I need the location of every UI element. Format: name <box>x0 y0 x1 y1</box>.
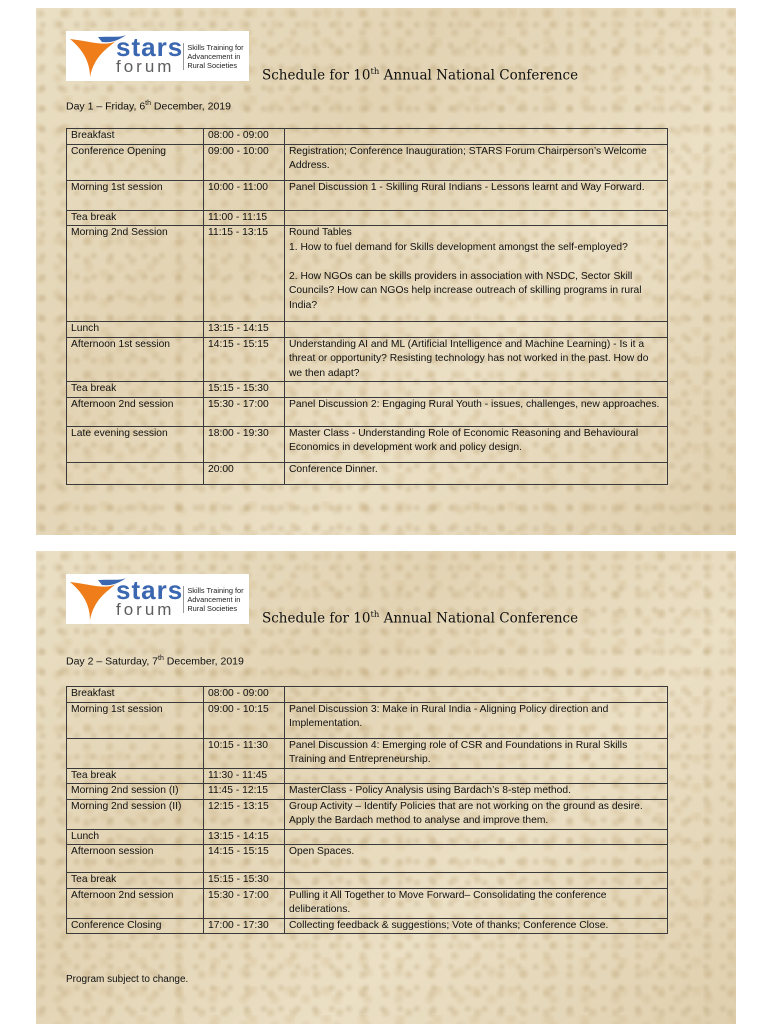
schedule-row <box>67 918 668 934</box>
session-description: Master Class - Understanding Role of Economic Reasoning and Behavioural Economics in development work and policy design. <box>285 426 668 462</box>
session-time: 14:15 - 15:15 <box>204 845 285 873</box>
session-name: Lunch <box>67 322 204 338</box>
session-time: 18:00 - 19:30 <box>204 426 285 462</box>
schedule-row <box>67 829 668 845</box>
session-name: Breakfast <box>67 129 204 145</box>
session-time: 10:00 - 11:00 <box>204 180 285 210</box>
session-description <box>285 768 668 784</box>
session-description: Round Tables 1. How to fuel demand for Skills development amongst the self-employed? 2. How NGOs can be skills providers in association with NSDC, Sector Skill Councils? How can NGOs help increase outreach of skilling programs in rural India? <box>285 226 668 322</box>
session-description: Panel Discussion 3: Make in Rural India - Aligning Policy direction and Implementation. <box>285 702 668 738</box>
session-description: Pulling it All Together to Move Forward– Consolidating the conference deliberations. <box>285 888 668 918</box>
session-time: 09:00 - 10:15 <box>204 702 285 738</box>
session-description <box>285 322 668 338</box>
session-time: 15:15 - 15:30 <box>204 873 285 889</box>
session-time: 12:15 - 13:15 <box>204 799 285 829</box>
session-name: Afternoon session <box>67 845 204 873</box>
session-name: Afternoon 2nd session <box>67 888 204 918</box>
logo-tagline: Skills Training for Advancement in Rural Societies <box>183 43 249 70</box>
schedule-row <box>67 226 668 322</box>
schedule-row <box>67 129 668 145</box>
session-name: Late evening session <box>67 426 204 462</box>
schedule-row <box>67 210 668 226</box>
session-name: Conference Opening <box>67 144 204 180</box>
session-name <box>67 738 204 768</box>
session-name: Morning 2nd session (II) <box>67 799 204 829</box>
stars-forum-logo <box>66 574 249 624</box>
schedule-row <box>67 888 668 918</box>
session-name: Tea break <box>67 873 204 889</box>
day-heading: Day 2 – Saturday, 7th December, 2019 <box>66 655 244 668</box>
schedule-row <box>67 144 668 180</box>
session-time: 09:00 - 10:00 <box>204 144 285 180</box>
session-time: 08:00 - 09:00 <box>204 687 285 703</box>
session-name: Afternoon 1st session <box>67 337 204 382</box>
session-time: 11:00 - 11:15 <box>204 210 285 226</box>
logo-word-stars: stars <box>116 575 184 605</box>
schedule-row <box>67 397 668 426</box>
session-name: Tea break <box>67 382 204 398</box>
session-description: Group Activity – Identify Policies that are not working on the ground as desire. Apply the Bardach method to analyse and improve them. <box>285 799 668 829</box>
schedule-row <box>67 462 668 484</box>
session-description: Panel Discussion 4: Emerging role of CSR and Foundations in Rural Skills Training and Entrepreneurship. <box>285 738 668 768</box>
session-description: Panel Discussion 1 - Skilling Rural Indians - Lessons learnt and Way Forward. <box>285 180 668 210</box>
session-time: 10:15 - 11:30 <box>204 738 285 768</box>
logo-word-stars: stars <box>116 32 184 62</box>
session-time: 15:30 - 17:00 <box>204 888 285 918</box>
logo-word-forum: forum <box>116 57 175 76</box>
session-description <box>285 829 668 845</box>
logo-tagline: Skills Training for Advancement in Rural Societies <box>183 586 249 613</box>
session-name: Conference Closing <box>67 918 204 934</box>
session-description: Open Spaces. <box>285 845 668 873</box>
session-name: Lunch <box>67 829 204 845</box>
session-description: MasterClass - Policy Analysis using Bardach’s 8-step method. <box>285 784 668 800</box>
schedule-row <box>67 799 668 829</box>
session-time: 11:30 - 11:45 <box>204 768 285 784</box>
session-description: Understanding AI and ML (Artificial Intelligence and Machine Learning) - Is it a threat or opportunity? Resisting technology has not worked in the past. How do we then adapt? <box>285 337 668 382</box>
session-name: Tea break <box>67 210 204 226</box>
session-name: Morning 2nd session (I) <box>67 784 204 800</box>
footer-note: Program subject to change. <box>66 974 189 985</box>
session-description <box>285 873 668 889</box>
schedule-table-day1 <box>66 128 668 485</box>
schedule-table-day2 <box>66 686 668 934</box>
logo-word-forum: forum <box>116 600 175 619</box>
session-name: Breakfast <box>67 687 204 703</box>
schedule-page-day2 <box>36 551 736 1024</box>
session-time: 13:15 - 14:15 <box>204 322 285 338</box>
session-time: 17:00 - 17:30 <box>204 918 285 934</box>
session-name <box>67 462 204 484</box>
schedule-page-day1 <box>36 8 736 535</box>
schedule-row <box>67 426 668 462</box>
schedule-row <box>67 687 668 703</box>
session-name: Morning 1st session <box>67 702 204 738</box>
session-time: 20:00 <box>204 462 285 484</box>
schedule-row <box>67 180 668 210</box>
schedule-row <box>67 337 668 382</box>
schedule-row <box>67 702 668 738</box>
stars-forum-logo <box>66 31 249 81</box>
schedule-row <box>67 845 668 873</box>
session-time: 11:15 - 13:15 <box>204 226 285 322</box>
session-description <box>285 687 668 703</box>
session-description <box>285 129 668 145</box>
schedule-row <box>67 873 668 889</box>
session-time: 15:30 - 17:00 <box>204 397 285 426</box>
conference-title: Schedule for 10th Annual National Conference <box>262 67 579 84</box>
schedule-row <box>67 322 668 338</box>
session-description <box>285 382 668 398</box>
session-time: 14:15 - 15:15 <box>204 337 285 382</box>
session-name: Afternoon 2nd session <box>67 397 204 426</box>
session-description: Panel Discussion 2: Engaging Rural Youth - issues, challenges, new approaches. <box>285 397 668 426</box>
schedule-row <box>67 784 668 800</box>
session-name: Morning 2nd Session <box>67 226 204 322</box>
day-heading: Day 1 – Friday, 6th December, 2019 <box>66 100 231 113</box>
session-time: 15:15 - 15:30 <box>204 382 285 398</box>
session-name: Morning 1st session <box>67 180 204 210</box>
session-description: Collecting feedback & suggestions; Vote of thanks; Conference Close. <box>285 918 668 934</box>
conference-title: Schedule for 10th Annual National Conference <box>262 610 579 627</box>
session-description: Registration; Conference Inauguration; STARS Forum Chairperson’s Welcome Address. <box>285 144 668 180</box>
schedule-row <box>67 768 668 784</box>
schedule-row <box>67 382 668 398</box>
session-description: Conference Dinner. <box>285 462 668 484</box>
session-time: 13:15 - 14:15 <box>204 829 285 845</box>
session-time: 11:45 - 12:15 <box>204 784 285 800</box>
schedule-row <box>67 738 668 768</box>
session-name: Tea break <box>67 768 204 784</box>
session-time: 08:00 - 09:00 <box>204 129 285 145</box>
session-description <box>285 210 668 226</box>
